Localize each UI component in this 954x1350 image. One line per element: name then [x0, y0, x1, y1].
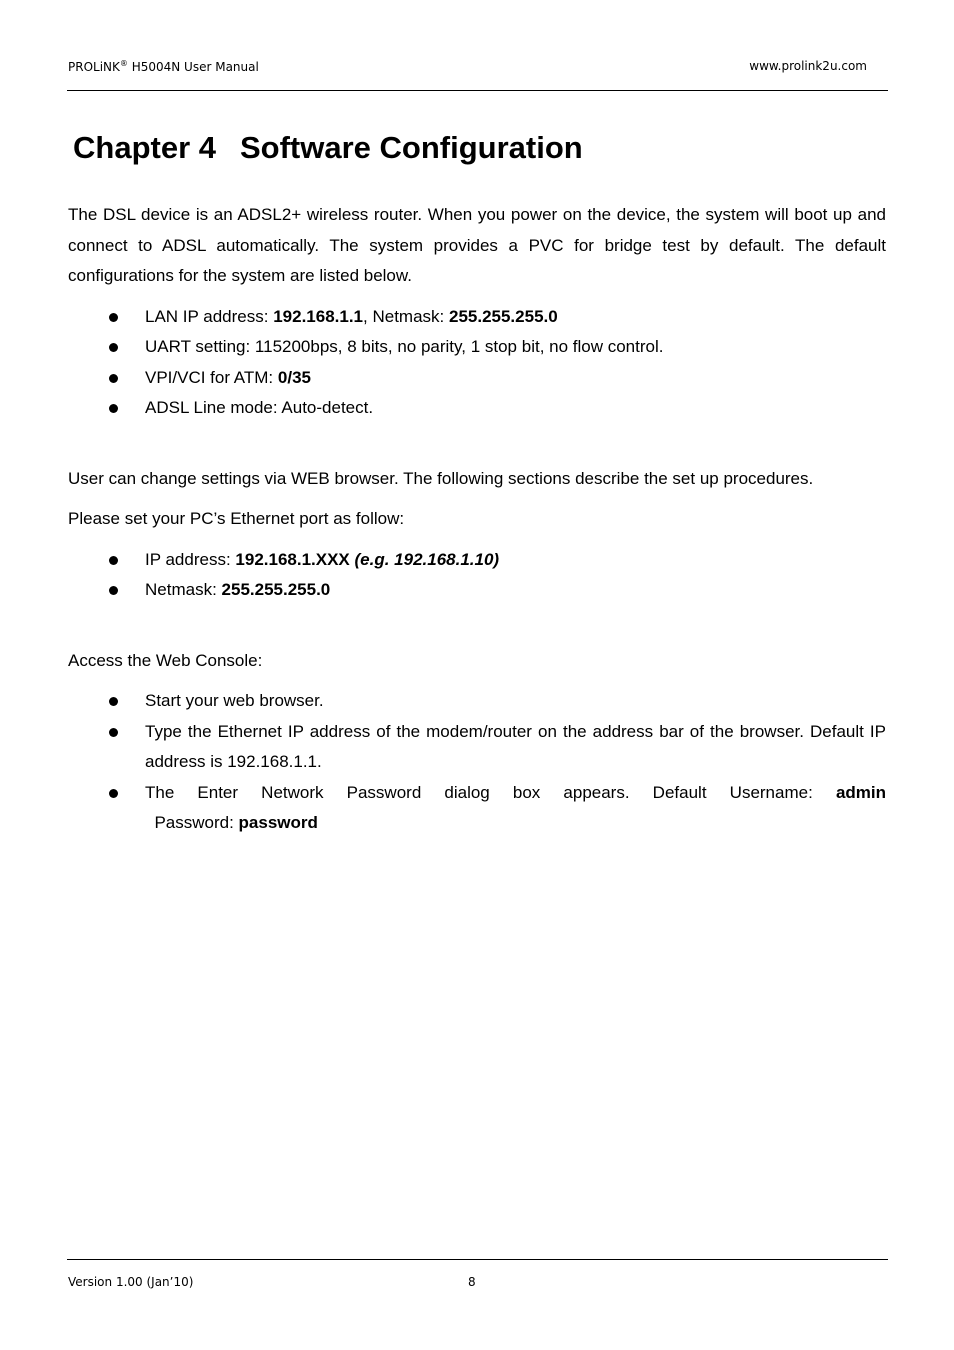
registered-mark: ® [119, 59, 128, 68]
list-item: UART setting: 115200bps, 8 bits, no parity, 1 stop bit, no flow control. [68, 332, 886, 363]
bullet-icon [109, 728, 118, 737]
page-content [68, 200, 886, 839]
list-item: Netmask: 255.255.255.0 [68, 575, 886, 606]
header-website: www.prolink2u.com [749, 59, 867, 73]
pc-setup-paragraph: Please set your PC’s Ethernet port as follow: [68, 509, 405, 528]
header-manual-title [68, 59, 259, 74]
bullet-icon [109, 374, 118, 383]
intro-paragraph: The DSL device is an ADSL2+ wireless router. When you power on the device, the system will boot up and connect to ADSL automatically. The system provides a PVC for bridge test by default. The default configurations for the system are listed below. [68, 205, 886, 285]
pc-config-list [68, 545, 886, 606]
bullet-icon [109, 404, 118, 413]
page-number: 8 [468, 1275, 476, 1289]
bullet-icon [109, 556, 118, 565]
brand-name: PROLiNK [68, 60, 120, 74]
list-item: Type the Ethernet IP address of the modem/router on the address bar of the browser. Default IP address is 192.168.1.1. [68, 717, 886, 778]
bullet-icon [109, 697, 118, 706]
console-steps-list [68, 686, 886, 839]
list-item: LAN IP address: 192.168.1.1, Netmask: 255.255.255.0 [68, 302, 886, 333]
list-item: The Enter Network Password dialog box appears. Default Username: admin Password: password [68, 778, 886, 839]
console-paragraph: Access the Web Console: [68, 650, 263, 670]
chapter-title: Software Configuration [239, 130, 583, 165]
bullet-icon [109, 313, 118, 322]
list-item: ADSL Line mode: Auto-detect. [68, 393, 886, 424]
bullet-icon [109, 586, 118, 595]
chapter-heading [73, 130, 583, 166]
list-item: Start your web browser. [68, 686, 886, 717]
footer-version: Version 1.00 (Jan’10) [68, 1275, 194, 1289]
bullet-icon [109, 789, 118, 798]
bullet-icon [109, 343, 118, 352]
header-divider [67, 90, 888, 91]
footer-divider [67, 1259, 888, 1260]
list-item: VPI/VCI for ATM: 0/35 [68, 363, 886, 394]
manual-name: H5004N User Manual [127, 60, 259, 74]
web-settings-paragraph: User can change settings via WEB browser. The following sections describe the set up procedures. [68, 468, 814, 488]
list-item: IP address: 192.168.1.XXX (e.g. 192.168.1.10) [68, 545, 886, 576]
default-config-list [68, 302, 886, 424]
chapter-number: Chapter 4 [73, 130, 216, 165]
